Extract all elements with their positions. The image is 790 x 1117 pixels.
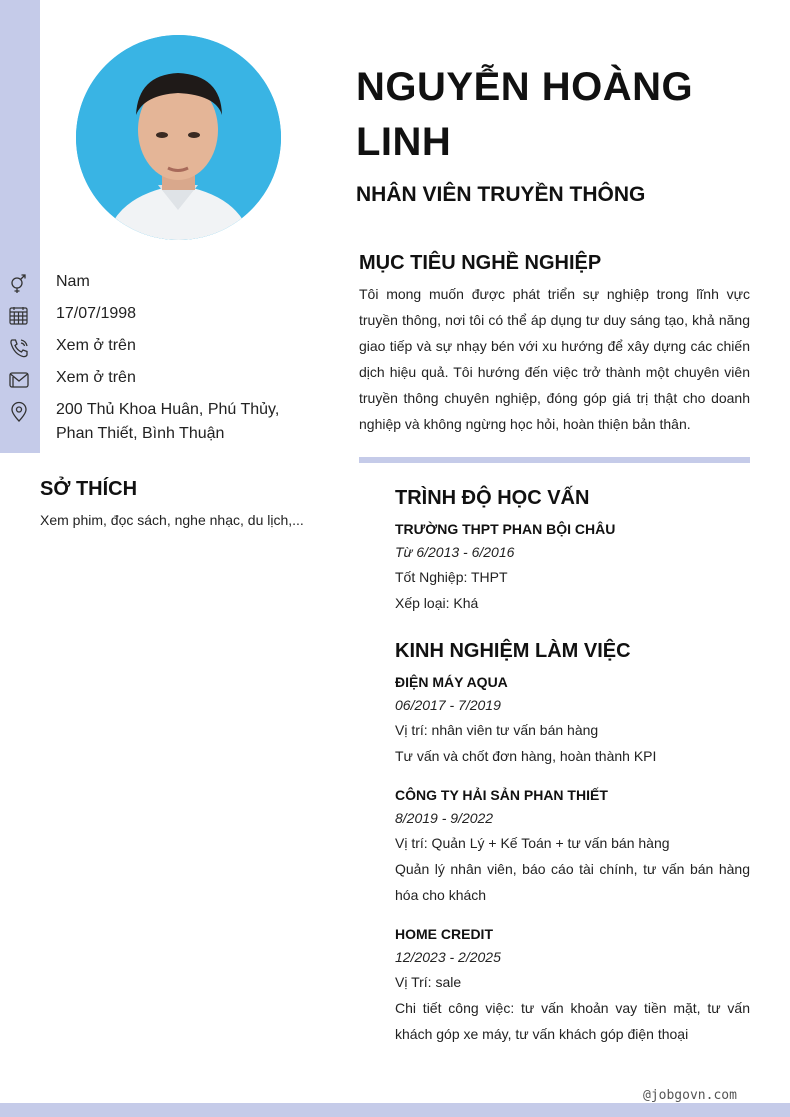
- birthday-text: 17/07/1998: [56, 305, 137, 322]
- job-period: 06/2017 - 7/2019: [395, 697, 501, 713]
- job-description: Chi tiết công việc: tư vấn khoản vay tiền mặt, tư vấn khách góp xe máy, tư vấn khách góp điện thoại: [395, 1000, 750, 1042]
- job-company: CÔNG TY HẢI SẢN PHAN THIẾT: [395, 787, 608, 803]
- gender-icon: [8, 273, 30, 295]
- address-text: 200 Thủ Khoa Huân, Phú Thủy, Phan Thiết, Bình Thuận: [56, 401, 280, 442]
- gender-text: Nam: [56, 273, 90, 290]
- avatar: [76, 35, 281, 240]
- hobbies-text: Xem phim, đọc sách, nghe nhạc, du lịch,...: [40, 512, 304, 528]
- hobbies-title: SỞ THÍCH: [40, 478, 138, 500]
- job-description: Tư vấn và chốt đơn hàng, hoàn thành KPI: [395, 748, 657, 764]
- education-school: TRƯỜNG THPT PHAN BỘI CHÂU: [395, 521, 616, 537]
- job-position: Vị trí: Quản Lý + Kế Toán + tư vấn bán hàng: [395, 835, 670, 851]
- education-title: TRÌNH ĐỘ HỌC VẤN: [395, 487, 590, 509]
- education-rank: Xếp loại: Khá: [395, 595, 479, 611]
- objective-title: MỤC TIÊU NGHỀ NGHIỆP: [359, 252, 602, 274]
- email-text: Xem ở trên: [56, 369, 136, 386]
- phone-text: Xem ở trên: [56, 337, 136, 354]
- section-divider: [359, 457, 750, 463]
- email-icon: [8, 369, 30, 391]
- job-title: NHÂN VIÊN TRUYỀN THÔNG: [356, 183, 646, 206]
- profile-photo: [76, 35, 281, 240]
- job-period: 12/2023 - 2/2025: [395, 949, 501, 965]
- experience-title: KINH NGHIỆM LÀM VIỆC: [395, 640, 631, 662]
- job-company: ĐIỆN MÁY AQUA: [395, 674, 508, 690]
- bottom-accent-band: [0, 1103, 790, 1117]
- job-position: Vị Trí: sale: [395, 974, 462, 990]
- job-period: 8/2019 - 9/2022: [395, 810, 494, 826]
- objective-text: Tôi mong muốn được phát triển sự nghiệp trong lĩnh vực truyền thông, nơi tôi có thể áp dụng tư duy sáng tạo, khả năng giao tiếp và sự nhạy bén với xu hướng để xây dựng các chiến dịch hiệu quả. Tôi hướng đến việc trở thành một chuyên viên truyền thông chuyên nghiệp, đóng góp giá trị thật cho doanh nghiệp và không ngừng học hỏi, hoàn thiện bản thân.: [359, 286, 750, 432]
- job-position: Vị trí: nhân viên tư vấn bán hàng: [395, 722, 599, 738]
- full-name: NGUYỄN HOÀNG LINH: [356, 65, 694, 164]
- calendar-icon: [8, 305, 30, 327]
- phone-icon: [8, 337, 30, 359]
- location-icon: [8, 401, 30, 423]
- education-period: Từ 6/2013 - 6/2016: [395, 544, 515, 560]
- job-description: Quản lý nhân viên, báo cáo tài chính, tư vấn bán hàng hóa cho khách: [395, 861, 750, 903]
- watermark: @jobgovn.com: [643, 1088, 737, 1103]
- job-company: HOME CREDIT: [395, 926, 493, 942]
- education-degree: Tốt Nghiệp: THPT: [395, 569, 508, 585]
